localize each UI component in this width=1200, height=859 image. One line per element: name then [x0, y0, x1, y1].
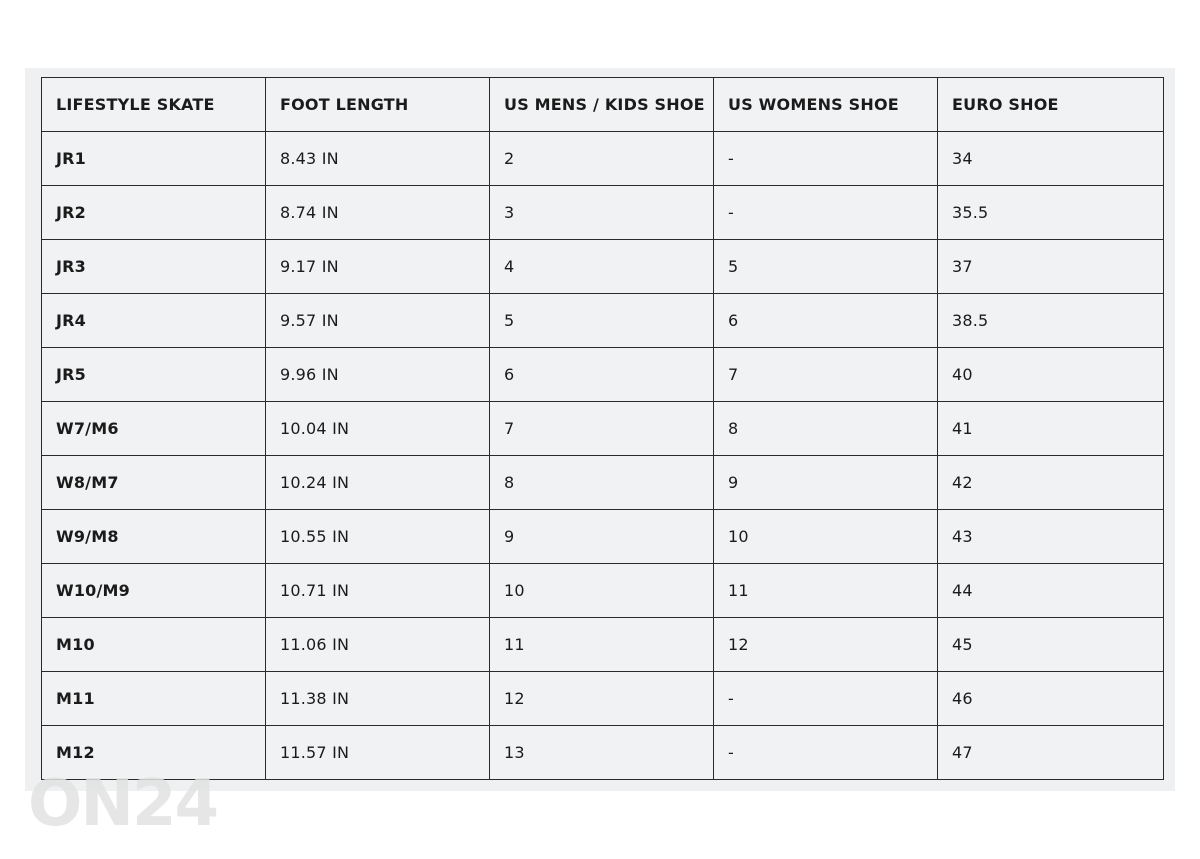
euro-cell: 47 — [938, 726, 1164, 780]
header-us-womens-shoe: US WOMENS SHOE — [714, 78, 938, 132]
foot-length-cell: 9.17 IN — [266, 240, 490, 294]
size-cell: JR1 — [42, 132, 266, 186]
size-cell: M10 — [42, 618, 266, 672]
header-euro-shoe: EURO SHOE — [938, 78, 1164, 132]
us-womens-cell: 12 — [714, 618, 938, 672]
us-womens-cell: 5 — [714, 240, 938, 294]
foot-length-cell: 8.74 IN — [266, 186, 490, 240]
euro-cell: 43 — [938, 510, 1164, 564]
size-cell: W7/M6 — [42, 402, 266, 456]
foot-length-cell: 10.24 IN — [266, 456, 490, 510]
table-body — [42, 132, 1164, 780]
table-row — [42, 348, 1164, 402]
table-row — [42, 618, 1164, 672]
size-cell: JR2 — [42, 186, 266, 240]
us-womens-cell: - — [714, 726, 938, 780]
euro-cell: 40 — [938, 348, 1164, 402]
foot-length-cell: 10.71 IN — [266, 564, 490, 618]
table-row — [42, 294, 1164, 348]
size-cell: JR5 — [42, 348, 266, 402]
euro-cell: 44 — [938, 564, 1164, 618]
us-mens-kids-cell: 11 — [490, 618, 714, 672]
us-womens-cell: - — [714, 672, 938, 726]
foot-length-cell: 11.38 IN — [266, 672, 490, 726]
us-mens-kids-cell: 6 — [490, 348, 714, 402]
euro-cell: 38.5 — [938, 294, 1164, 348]
foot-length-cell: 11.06 IN — [266, 618, 490, 672]
euro-cell: 46 — [938, 672, 1164, 726]
foot-length-cell: 8.43 IN — [266, 132, 490, 186]
us-womens-cell: 6 — [714, 294, 938, 348]
us-womens-cell: 10 — [714, 510, 938, 564]
foot-length-cell: 11.57 IN — [266, 726, 490, 780]
table-row — [42, 132, 1164, 186]
header-us-mens-kids-shoe: US MENS / KIDS SHOE — [490, 78, 714, 132]
euro-cell: 34 — [938, 132, 1164, 186]
us-mens-kids-cell: 13 — [490, 726, 714, 780]
us-mens-kids-cell: 3 — [490, 186, 714, 240]
euro-cell: 42 — [938, 456, 1164, 510]
size-cell: M12 — [42, 726, 266, 780]
euro-cell: 41 — [938, 402, 1164, 456]
euro-cell: 37 — [938, 240, 1164, 294]
table-row — [42, 456, 1164, 510]
us-womens-cell: - — [714, 132, 938, 186]
size-chart-table — [41, 77, 1164, 780]
table-row — [42, 186, 1164, 240]
table-row — [42, 510, 1164, 564]
us-mens-kids-cell: 10 — [490, 564, 714, 618]
euro-cell: 45 — [938, 618, 1164, 672]
foot-length-cell: 9.57 IN — [266, 294, 490, 348]
table-row — [42, 564, 1164, 618]
us-mens-kids-cell: 7 — [490, 402, 714, 456]
header-foot-length: FOOT LENGTH — [266, 78, 490, 132]
foot-length-cell: 9.96 IN — [266, 348, 490, 402]
us-womens-cell: - — [714, 186, 938, 240]
header-lifestyle-skate: LIFESTYLE SKATE — [42, 78, 266, 132]
size-cell: JR4 — [42, 294, 266, 348]
table-row — [42, 402, 1164, 456]
watermark-logo: ON24 — [28, 767, 218, 841]
us-mens-kids-cell: 9 — [490, 510, 714, 564]
us-mens-kids-cell: 8 — [490, 456, 714, 510]
size-cell: M11 — [42, 672, 266, 726]
us-womens-cell: 7 — [714, 348, 938, 402]
us-womens-cell: 9 — [714, 456, 938, 510]
foot-length-cell: 10.55 IN — [266, 510, 490, 564]
us-mens-kids-cell: 12 — [490, 672, 714, 726]
size-cell: W10/M9 — [42, 564, 266, 618]
us-mens-kids-cell: 2 — [490, 132, 714, 186]
table-header-row — [42, 78, 1164, 132]
foot-length-cell: 10.04 IN — [266, 402, 490, 456]
size-cell: JR3 — [42, 240, 266, 294]
us-mens-kids-cell: 5 — [490, 294, 714, 348]
us-womens-cell: 11 — [714, 564, 938, 618]
size-cell: W8/M7 — [42, 456, 266, 510]
size-cell: W9/M8 — [42, 510, 266, 564]
table-row — [42, 240, 1164, 294]
us-mens-kids-cell: 4 — [490, 240, 714, 294]
us-womens-cell: 8 — [714, 402, 938, 456]
euro-cell: 35.5 — [938, 186, 1164, 240]
table-row — [42, 672, 1164, 726]
